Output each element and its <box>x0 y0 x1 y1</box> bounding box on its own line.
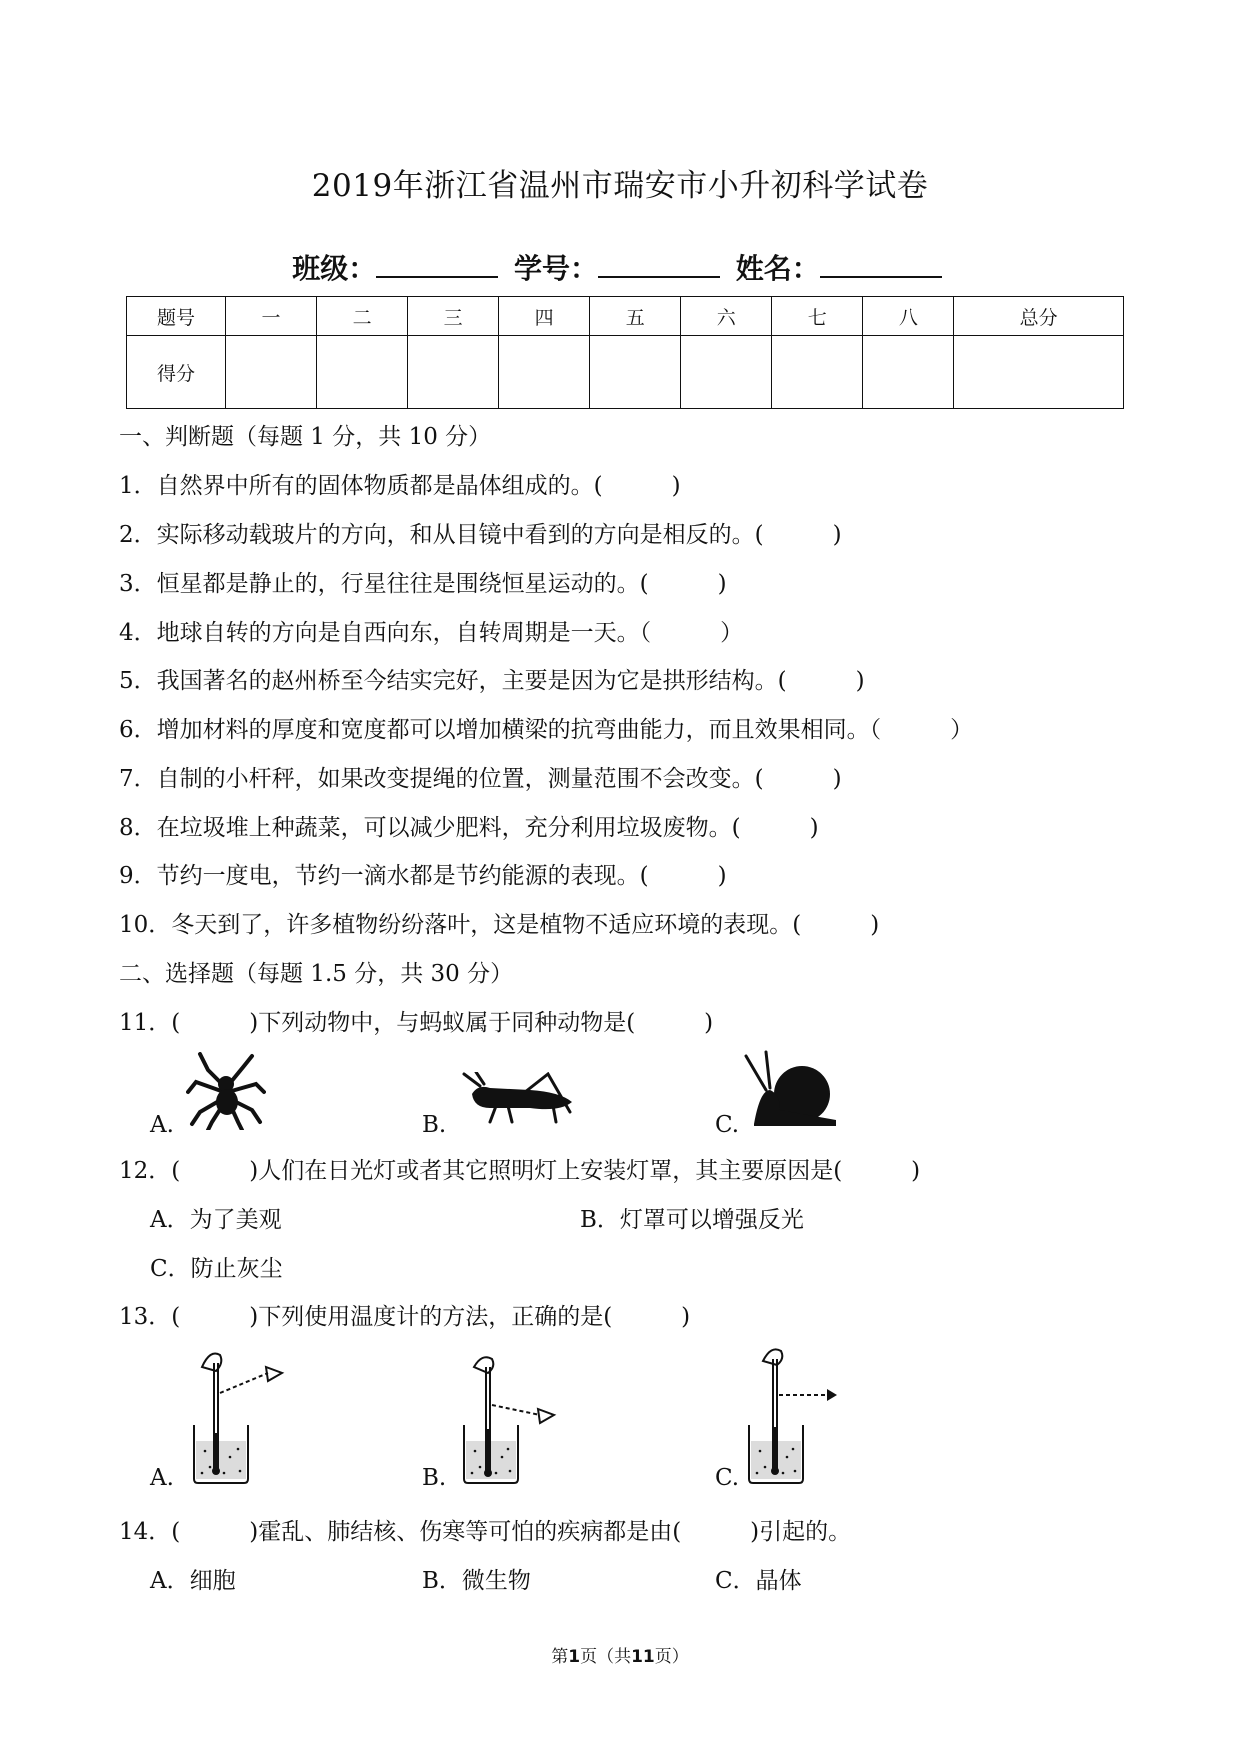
page-title: 2019年浙江省温州市瑞安市小升初科学试卷 <box>311 168 929 204</box>
header-cell: 三 <box>408 297 499 336</box>
question-4: 4．地球自转的方向是自西向东，自转周期是一天。（ ） <box>119 620 744 646</box>
question-6: 6．增加材料的厚度和宽度都可以增加横梁的抗弯曲能力，而且效果相同。（ ） <box>119 717 974 743</box>
snail-icon <box>740 1050 840 1128</box>
score-cell[interactable] <box>590 336 681 409</box>
score-cell[interactable] <box>772 336 863 409</box>
q11-option-b: B. <box>422 1112 447 1138</box>
name-label: 姓名： <box>735 252 820 285</box>
score-cell[interactable] <box>863 336 954 409</box>
question-5: 5．我国著名的赵州桥至今结实完好，主要是因为它是拱形结构。( ) <box>119 668 865 694</box>
header-cell: 题号 <box>127 297 226 336</box>
score-header-row <box>127 297 1124 336</box>
student-info-line <box>0 247 1240 287</box>
name-blank[interactable] <box>820 250 942 278</box>
question-14: 14．( )霍乱、肺结核、伤寒等可怕的疾病都是由( )引起的。 <box>119 1519 852 1545</box>
footer-post: 页） <box>654 1647 689 1667</box>
question-3: 3．恒星都是静止的，行星往往是围绕恒星运动的。( ) <box>119 571 727 597</box>
header-cell: 一 <box>226 297 317 336</box>
class-label: 班级： <box>292 252 377 285</box>
spider-icon <box>186 1052 266 1130</box>
header-cell: 二 <box>317 297 408 336</box>
thermometer-beaker-icon <box>460 1355 570 1485</box>
header-cell: 五 <box>590 297 681 336</box>
section1-heading: 一、判断题（每题 1 分，共 10 分） <box>119 424 492 450</box>
q13-option-a: A. <box>150 1465 174 1491</box>
question-12: 12．( )人们在日光灯或者其它照明灯上安装灯罩，其主要原因是( ) <box>119 1158 921 1184</box>
question-9: 9．节约一度电，节约一滴水都是节约能源的表现。( ) <box>119 863 727 889</box>
q12-option-a: A．为了美观 <box>150 1207 282 1233</box>
question-2: 2．实际移动载玻片的方向，和从目镜中看到的方向是相反的。( ) <box>119 522 842 548</box>
q14-option-c: C．晶体 <box>715 1568 802 1594</box>
score-cell[interactable] <box>226 336 317 409</box>
header-cell: 四 <box>499 297 590 336</box>
question-11: 11．( )下列动物中，与蚂蚁属于同种动物是( ) <box>119 1010 714 1036</box>
page-footer <box>0 1642 1240 1667</box>
q11-option-c: C. <box>715 1112 740 1138</box>
page-total: 11 <box>631 1647 655 1667</box>
question-8: 8．在垃圾堆上种蔬菜，可以减少肥料，充分利用垃圾废物。( ) <box>119 815 819 841</box>
score-cell[interactable] <box>408 336 499 409</box>
q14-option-a: A．细胞 <box>150 1568 236 1594</box>
score-cell[interactable] <box>954 336 1124 409</box>
question-7: 7．自制的小杆秤，如果改变提绳的位置，测量范围不会改变。( ) <box>119 766 842 792</box>
q12-option-c: C．防止灰尘 <box>150 1256 283 1282</box>
thermometer-beaker-icon <box>745 1343 855 1485</box>
q14-option-b: B．微生物 <box>422 1568 531 1594</box>
grasshopper-icon <box>460 1072 575 1126</box>
score-row-label: 得分 <box>127 336 226 409</box>
q13-option-c: C. <box>715 1465 740 1491</box>
question-13: 13．( )下列使用温度计的方法，正确的是( ) <box>119 1304 691 1330</box>
score-table <box>126 296 1124 409</box>
id-label: 学号： <box>513 252 598 285</box>
header-cell: 八 <box>863 297 954 336</box>
header-cell: 总分 <box>954 297 1124 336</box>
q13-option-b: B. <box>422 1465 447 1491</box>
header-cell: 六 <box>681 297 772 336</box>
thermometer-beaker-icon <box>190 1345 300 1485</box>
question-10: 10．冬天到了，许多植物纷纷落叶，这是植物不适应环境的表现。( ) <box>119 912 880 938</box>
class-blank[interactable] <box>376 250 498 278</box>
question-1: 1．自然界中所有的固体物质都是晶体组成的。( ) <box>119 473 681 499</box>
id-blank[interactable] <box>598 250 720 278</box>
footer-pre: 第 <box>551 1647 569 1667</box>
q12-option-b: B．灯罩可以增强反光 <box>580 1207 804 1233</box>
score-row <box>127 336 1124 409</box>
score-cell[interactable] <box>499 336 590 409</box>
header-cell: 七 <box>772 297 863 336</box>
footer-mid: 页（共 <box>580 1647 632 1667</box>
score-cell[interactable] <box>681 336 772 409</box>
page-number: 1 <box>568 1647 581 1667</box>
section2-heading: 二、选择题（每题 1.5 分，共 30 分） <box>119 961 514 987</box>
q11-option-a: A. <box>150 1112 174 1138</box>
score-cell[interactable] <box>317 336 408 409</box>
